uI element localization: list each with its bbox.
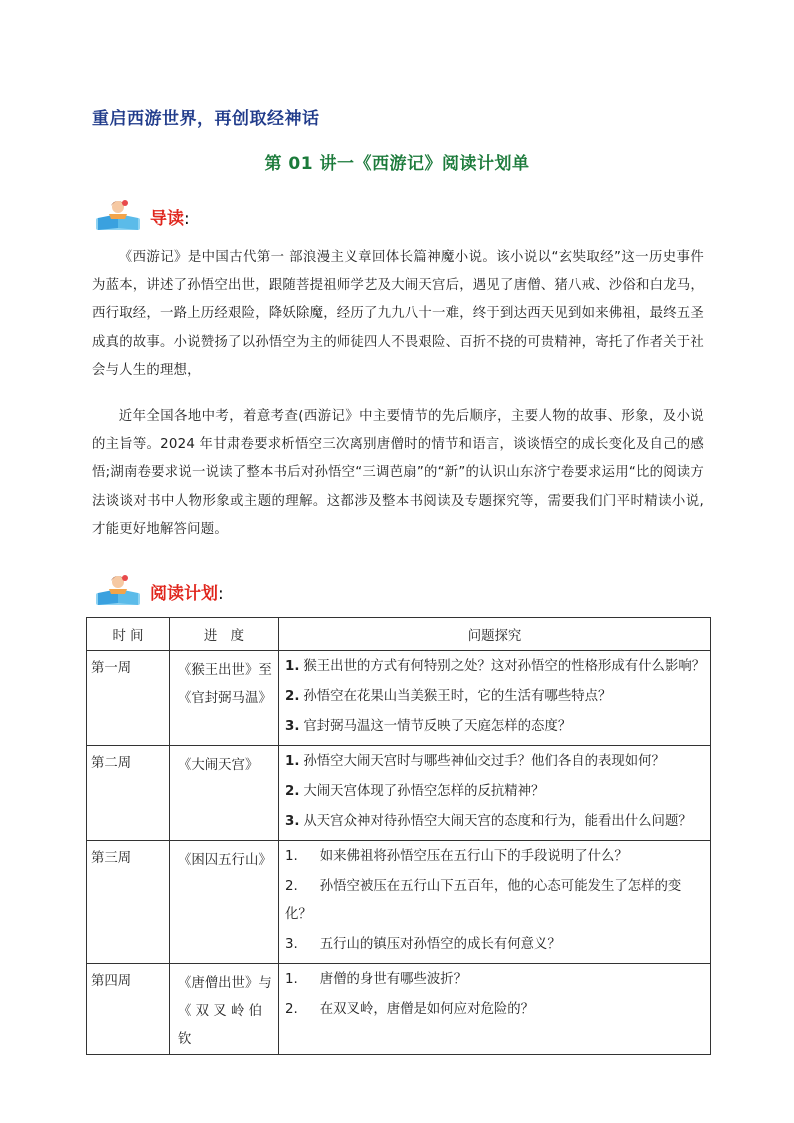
progress-cell: [170, 841, 279, 964]
table-row: [87, 841, 711, 964]
progress-cell: [170, 964, 279, 1055]
table-row: [87, 651, 711, 746]
question-item: 2. 孙悟空在花果山当美猴王时，它的生活有哪些特点？: [285, 689, 612, 704]
progress-line: 《官封弼马温》: [178, 691, 272, 706]
question-item: 3. 五行山的镇压对孙悟空的成长有何意义？: [285, 937, 561, 952]
table-header-row: [87, 618, 711, 651]
plan-heading-label: 阅读计划:: [150, 584, 224, 604]
week-cell: 第二周: [87, 746, 170, 841]
reading-girl-icon: [92, 198, 150, 232]
reading-girl-icon: [92, 573, 150, 607]
questions-cell: [279, 841, 711, 964]
question-item: 1. 猴王出世的方式有何特别之处？这对孙悟空的性格形成有什么影响？: [285, 659, 706, 674]
guide-paragraph-2: 近年全国各地中考，着意考查(西游记》中主要情节的先后顺序，主要人物的故事、形象，及小说的主旨等。2024 年甘肃卷要求析悟空三次离别唐僧时的情节和语言，谈谈悟空的成长变化及自己的感悟;湖南卷要求说一说读了整本书后对孙悟空“三调芭扇”的“新”的认识山东济宁卷要求运用“比的阅读方法谈谈对书中人物形象或主题的理解。这都涉及整本书阅读及专题探究等，需要我们门平时精读小说,才能更好地解答问题。: [92, 409, 704, 537]
question-item: 3. 官封弼马温这一情节反映了天庭怎样的态度？: [285, 719, 572, 734]
question-item: 2. 孙悟空被压在五行山下五百年，他的心态可能发生了怎样的变化？: [285, 879, 682, 922]
question-item: 2. 在双叉岭，唐僧是如何应对危险的？: [285, 1002, 535, 1017]
week-cell: 第一周: [87, 651, 170, 746]
progress-line: 《 双 叉 岭 伯 钦: [178, 1004, 262, 1047]
reading-plan-table: [86, 617, 711, 1055]
progress-cell: [170, 746, 279, 841]
column-header-questions: 问题探究: [279, 618, 711, 651]
questions-cell: [279, 651, 711, 746]
column-header-time: 时 间: [87, 618, 170, 651]
questions-cell: [279, 746, 711, 841]
progress-line: 《猴王出世》至: [178, 663, 272, 678]
guide-heading-label: 导读:: [150, 209, 190, 229]
series-title: 重启西游世界，再创取经神话: [92, 109, 320, 129]
progress-line: 《大闹天宫》: [178, 758, 259, 773]
progress-cell: [170, 651, 279, 746]
question-item: 3. 从天宫众神对待孙悟空大闹天宫的态度和行为，能看出什么问题？: [285, 814, 692, 829]
week-cell: 第四周: [87, 964, 170, 1055]
progress-line: 《唐僧出世》与: [178, 976, 272, 991]
table-row: [87, 964, 711, 1055]
lesson-title: 第 01 讲一《西游记》阅读计划单: [264, 154, 530, 174]
table-row: [87, 746, 711, 841]
question-item: 2. 大闹天宫体现了孙悟空怎样的反抗精神？: [285, 784, 545, 799]
question-item: 1. 唐僧的身世有哪些波折？: [285, 972, 468, 987]
question-item: 1. 孙悟空大闹天宫时与哪些神仙交过手？他们各自的表现如何？: [285, 754, 665, 769]
questions-cell: [279, 964, 711, 1055]
progress-line: 《困囚五行山》: [178, 853, 272, 868]
week-cell: 第三周: [87, 841, 170, 964]
column-header-progress: 进 度: [170, 618, 279, 651]
guide-paragraph-1: 《西游记》是中国古代第一 部浪漫主义章回体长篇神魔小说。该小说以“玄奘取经”这一历史事件为蓝本，讲述了孙悟空出世，跟随菩提祖师学艺及大闹天宫后，遇见了唐僧、猪八戒、沙俗和白龙马，西行取经，一路上历经艰险，降妖除魔，经历了九九八十一难，终于到达西天见到如来佛祖，最终五圣成真的故事。小说赞扬了以孙悟空为主的师徒四人不畏艰险、百折不挠的可贵精神，寄托了作者关于社会与人生的理想，: [92, 250, 704, 378]
question-item: 1. 如来佛祖将孙悟空压在五行山下的手段说明了什么？: [285, 849, 628, 864]
